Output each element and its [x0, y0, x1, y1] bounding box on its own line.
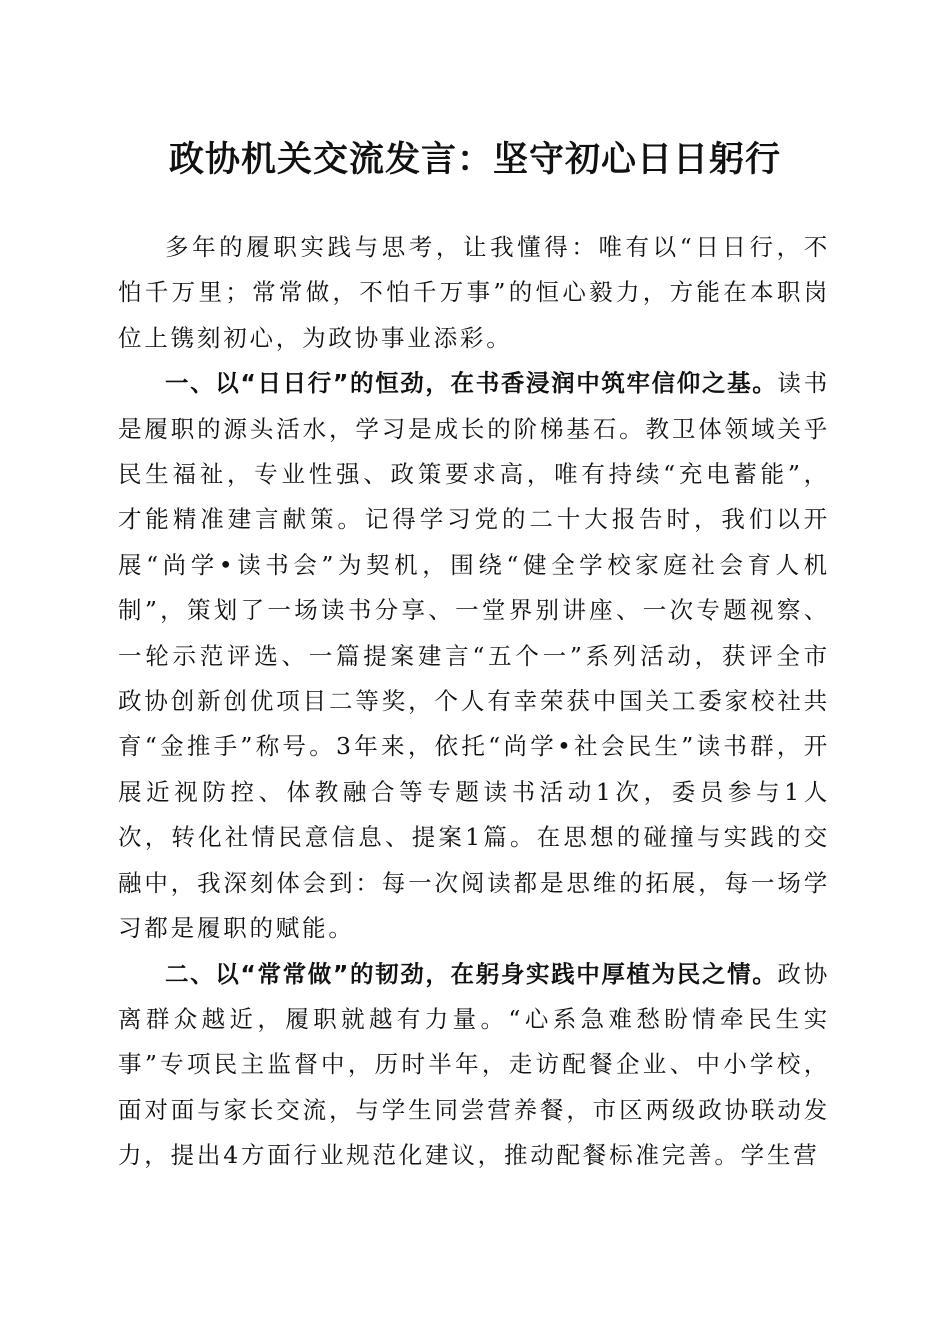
section-heading-1: 一、以“日日行”的恒劲，在书香浸润中筑牢信仰之基。	[165, 369, 778, 398]
section-paragraph-2	[118, 952, 830, 1179]
document-title: 政协机关交流发言：坚守初心日日躬行	[168, 139, 781, 180]
section-text-2: 政协离群众越近，履职就越有力量。“心系急难愁盼情牵民生实事”专项民主监督中，历时半年，走访配餐企业、中小学校，面对面与家长交流，与学生同尝营养餐，市区两级政协联动发力，提出4方面行业规范化建议，推动配餐标准完善。学生营	[118, 959, 830, 1170]
section-text-1: 读书是履职的源头活水，学习是成长的阶梯基石。教卫体领域关乎民生福祉，专业性强、政策要求高，唯有持续“充电蓄能”，才能精准建言献策。记得学习党的二十大报告时，我们以开展“尚学•读书会”为契机，围绕“健全学校家庭社会育人机制”，策划了一场读书分享、一堂界别讲座、一次专题视察、一轮示范评选、一篇提案建言“五个一”系列活动，获评全市政协创新创优项目二等奖，个人有幸荣获中国关工委家校社共育“金推手”称号。3年来，依托“尚学•社会民生”读书群，开展近视防控、体教融合等专题读书活动1次，委员参与1人次，转化社情民意信息、提案1篇。在思想的碰撞与实践的交融中，我深刻体会到：每一次阅读都是思维的拓展，每一场学习都是履职的赋能。	[118, 369, 830, 943]
section-heading-2: 二、以“常常做”的韧劲，在躬身实践中厚植为民之情。	[165, 959, 778, 988]
document-body	[118, 225, 830, 1179]
section-paragraph-1	[118, 361, 830, 951]
intro-paragraph: 多年的履职实践与思考，让我懂得：唯有以“日日行，不怕千万里；常常做，不怕千万事”的恒心毅力，方能在本职岗位上镌刻初心，为政协事业添彩。	[118, 233, 830, 352]
